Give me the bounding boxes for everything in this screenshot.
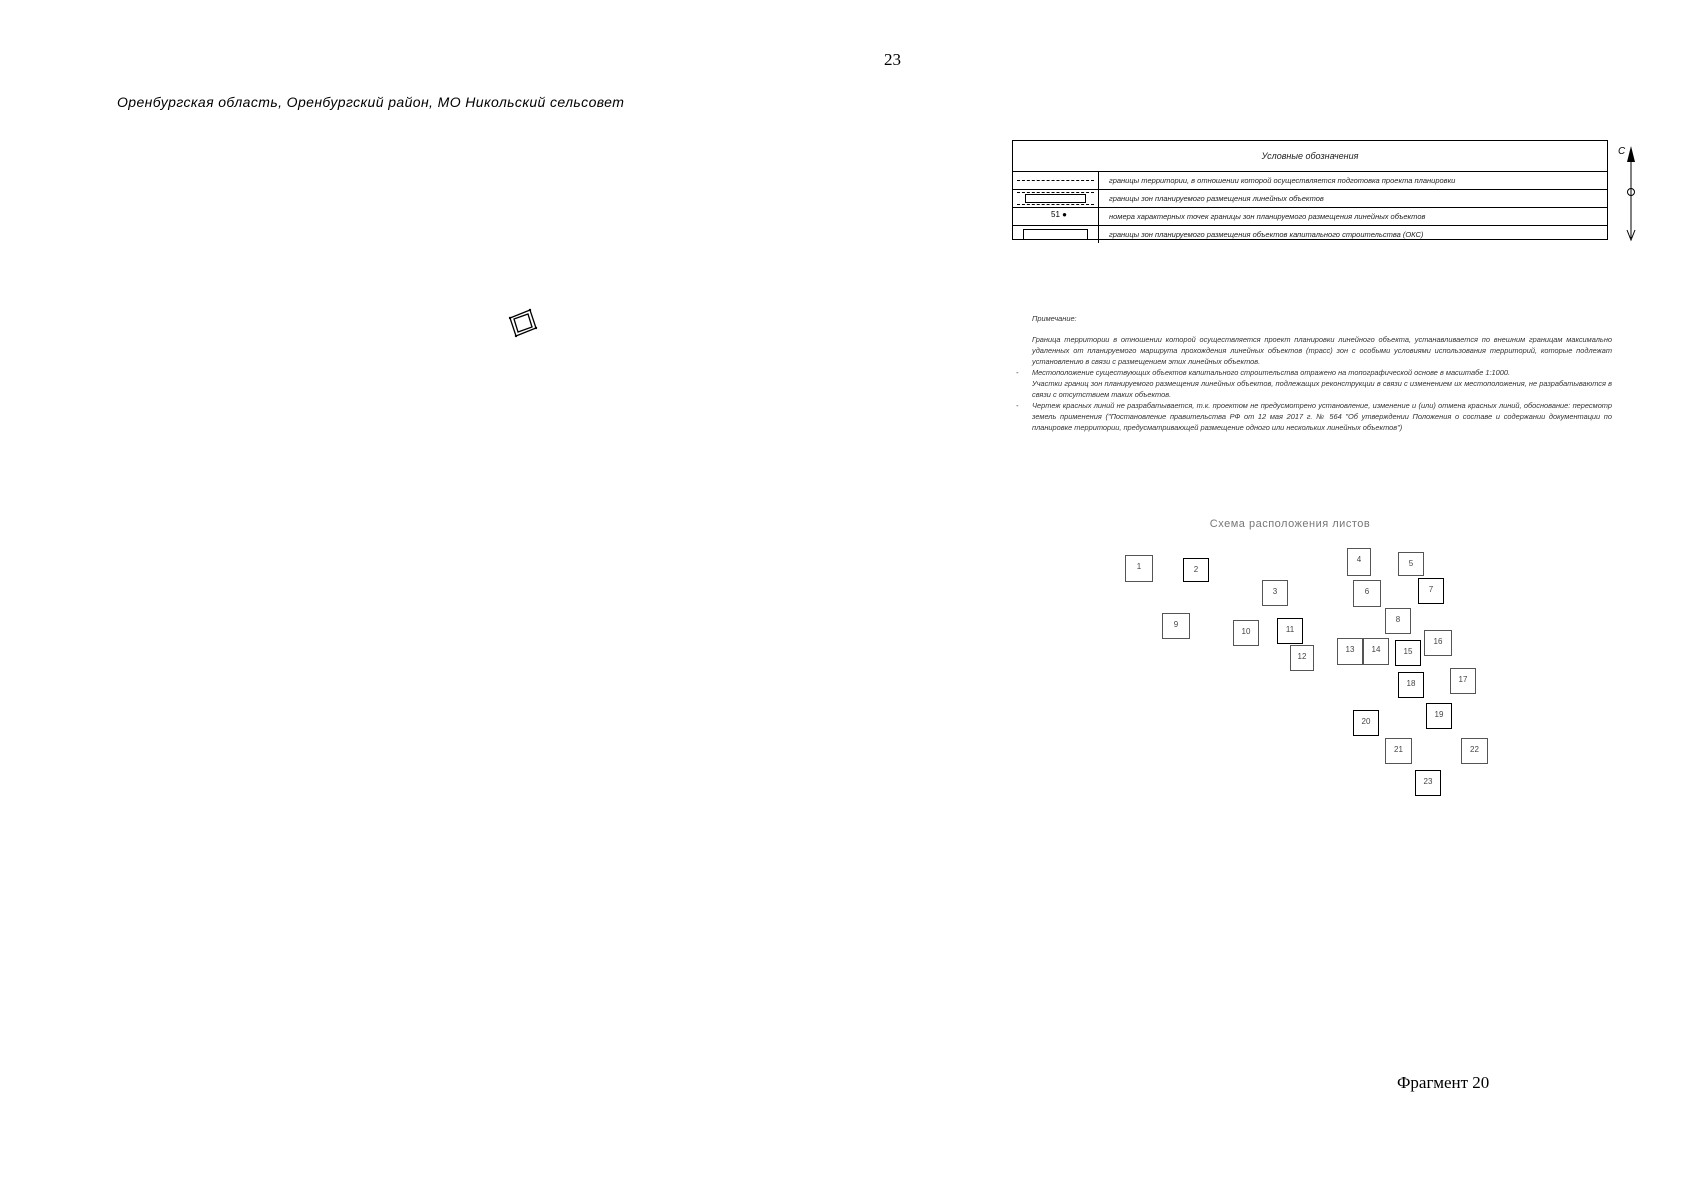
sheet-box: 10 bbox=[1233, 620, 1259, 646]
sheet-box: 15 bbox=[1395, 640, 1421, 666]
page-number: 23 bbox=[884, 50, 901, 69]
point-symbol: 51 ● bbox=[1013, 208, 1099, 225]
sheet-box: 3 bbox=[1262, 580, 1288, 606]
sheet-box: 14 bbox=[1363, 638, 1389, 665]
legend-row bbox=[1013, 226, 1607, 243]
sheet-box: 17 bbox=[1450, 668, 1476, 694]
notes-block bbox=[1032, 313, 1612, 433]
note-item: Граница территории в отношении которой осуществляется проект планировки линейного объекта, устанавливается по внешним границам максимально удаленных от планируемого маршрута прохождения линейных объектов (трасс) зон с особыми условиями использования территорий, которые подлежат установлению в связи с размещением этих линейных объектов. bbox=[1032, 335, 1612, 366]
point-symbol-label: 51 bbox=[1051, 210, 1060, 219]
legend-row-text: границы территории, в отношении которой осуществляется подготовка проекта планировки bbox=[1109, 176, 1456, 185]
sheet-box: 1 bbox=[1125, 555, 1153, 582]
sheet-box: 12 bbox=[1290, 645, 1314, 671]
legend-row bbox=[1013, 190, 1607, 208]
sheet-box: 7 bbox=[1418, 578, 1444, 604]
note-item: - Чертеж красных линий не разрабатывается, т.к. проектом не предусмотрено установление, изменение и (или) отмена красных линий, обоснование: пересмотр земель применения ("Постановление правительства РФ от 12 мая 2017 г. № 564 "Об утверждении Положения о составе и содержании документации по планировке территории, предусматривающей размещение одного или нескольких линейных объектов") bbox=[1032, 400, 1612, 433]
legend-table bbox=[1012, 140, 1608, 240]
placement-zone-marker bbox=[506, 306, 540, 340]
sheet-box: 11 bbox=[1277, 618, 1303, 644]
sheet-box: 9 bbox=[1162, 613, 1190, 639]
legend-header: Условные обозначения bbox=[1013, 141, 1607, 172]
notes-title: Примечание: bbox=[1032, 314, 1077, 323]
legend-row-text: границы зон планируемого размещения линейных объектов bbox=[1109, 194, 1324, 203]
sheet-box: 4 bbox=[1347, 548, 1371, 576]
legend-row-text: номера характерных точек границы зон планируемого размещения линейных объектов bbox=[1109, 212, 1426, 221]
sheet-box: 2 bbox=[1183, 558, 1209, 582]
sheet-box: 5 bbox=[1398, 552, 1424, 576]
linear-zone-symbol bbox=[1013, 190, 1099, 207]
legend-row bbox=[1013, 208, 1607, 226]
sheet-box: 21 bbox=[1385, 738, 1412, 764]
region-title: Оренбургская область, Оренбургский район, МО Никольский сельсовет bbox=[117, 94, 625, 110]
sheet-box: 19 bbox=[1426, 703, 1452, 729]
north-label: С bbox=[1618, 146, 1626, 157]
sheet-box: 22 bbox=[1461, 738, 1488, 764]
oks-zone-symbol bbox=[1013, 226, 1099, 243]
sheet-box: 23 bbox=[1415, 770, 1441, 796]
sheet-box: 16 bbox=[1424, 630, 1452, 656]
sheet-box: 8 bbox=[1385, 608, 1411, 634]
fragment-label: Фрагмент 20 bbox=[1397, 1073, 1490, 1092]
legend-row-text: границы зон планируемого размещения объектов капитального строительства (ОКС) bbox=[1109, 230, 1424, 239]
sheet-box: 13 bbox=[1337, 638, 1363, 665]
scheme-title: Схема расположения листов bbox=[1209, 518, 1371, 530]
note-item: Участки границ зон планируемого размещения линейных объектов, подлежащих реконструкции в связи с изменением их местоположения, не разрабатываются в связи с отсутствием таких объектов. bbox=[1032, 379, 1612, 399]
dashed-boundary-symbol bbox=[1013, 172, 1099, 189]
sheet-box: 6 bbox=[1353, 580, 1381, 607]
legend-row bbox=[1013, 172, 1607, 190]
sheet-box: 20 bbox=[1353, 710, 1379, 736]
sheet-box: 18 bbox=[1398, 672, 1424, 698]
north-arrow-icon bbox=[1617, 142, 1641, 242]
note-item: - Местоположение существующих объектов капитального строительства отражено на топографической основе в масштабе 1:1000. bbox=[1032, 367, 1612, 378]
